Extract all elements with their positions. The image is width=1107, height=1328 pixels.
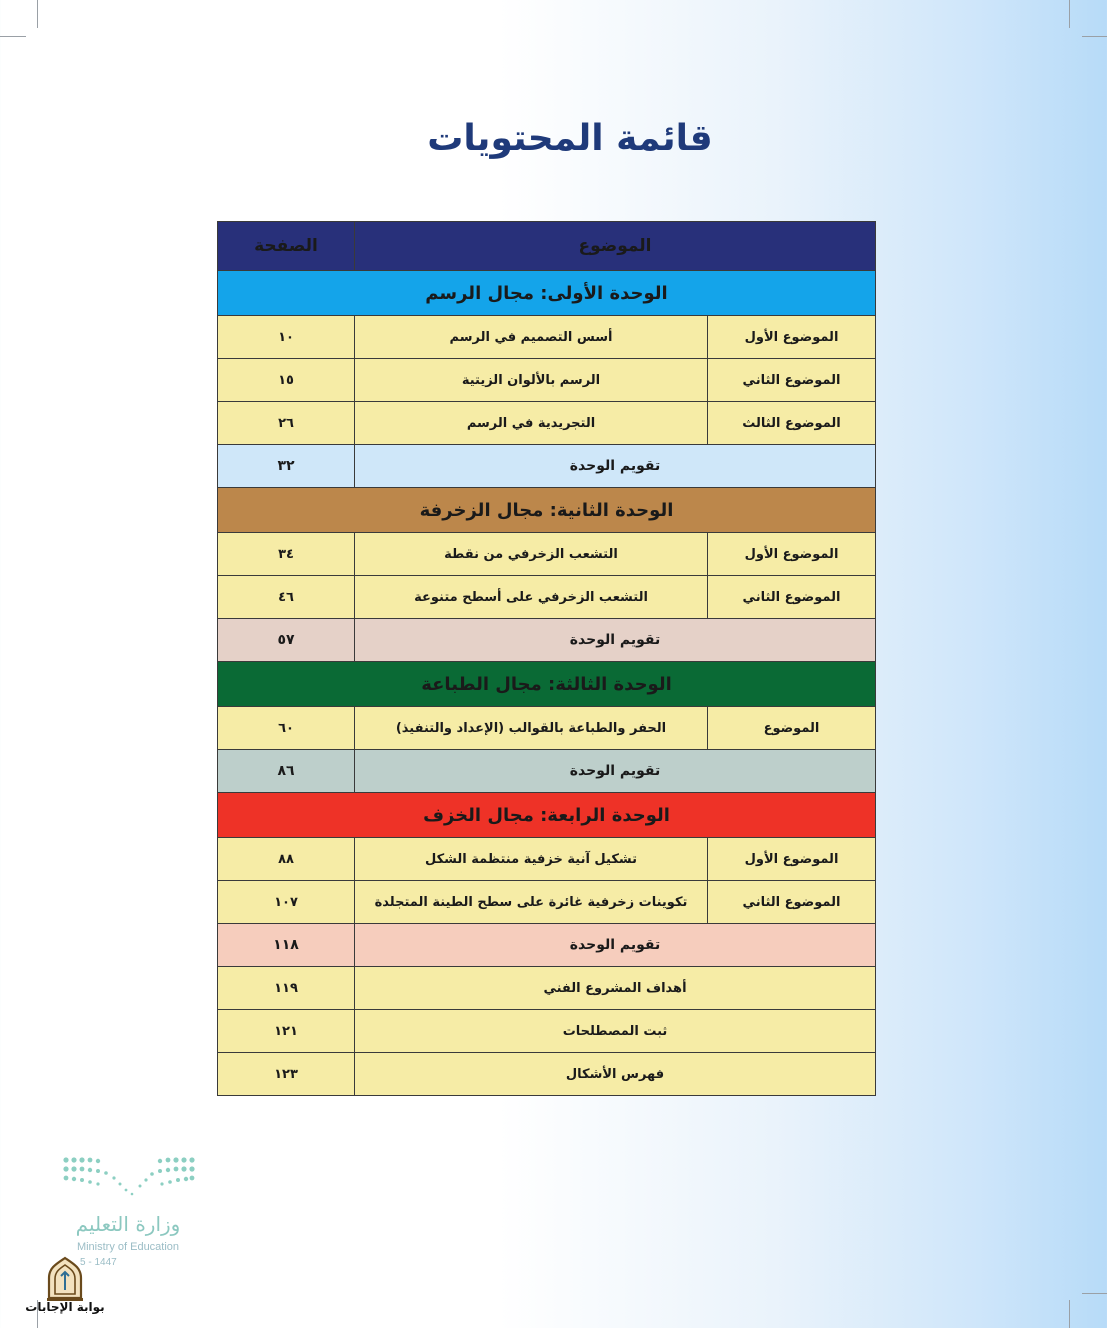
header-page: الصفحة xyxy=(218,222,355,271)
topic-title: تكوينات زخرفية غائرة على سطح الطينة المتجلدة xyxy=(355,881,708,924)
unit-title: الوحدة الأولى: مجال الرسم xyxy=(218,271,876,316)
page-number: ٥٧ xyxy=(218,619,355,662)
table-row xyxy=(218,316,876,359)
evaluation-row xyxy=(218,619,876,662)
table-row xyxy=(218,881,876,924)
unit-row xyxy=(218,662,876,707)
page-number: ١٠٧ xyxy=(218,881,355,924)
crop-mark xyxy=(1082,1293,1107,1294)
page-number: ٤٦ xyxy=(218,576,355,619)
unit-title: الوحدة الرابعة: مجال الخزف xyxy=(218,793,876,838)
evaluation-label: تقويم الوحدة xyxy=(355,619,876,662)
table-row xyxy=(218,838,876,881)
portal-name: بوابة الإجابات xyxy=(25,1300,105,1314)
topic-label: الموضوع الثاني xyxy=(708,881,876,924)
page-number: ١٠ xyxy=(218,316,355,359)
table-row xyxy=(218,576,876,619)
evaluation-row xyxy=(218,750,876,793)
topic-label: الموضوع الثاني xyxy=(708,359,876,402)
extra-label: ثبت المصطلحات xyxy=(355,1010,876,1053)
topic-label: الموضوع xyxy=(708,707,876,750)
unit-title: الوحدة الثانية: مجال الزخرفة xyxy=(218,488,876,533)
crop-mark xyxy=(37,0,38,28)
unit-row xyxy=(218,793,876,838)
topic-label: الموضوع الثاني xyxy=(708,576,876,619)
evaluation-row xyxy=(218,924,876,967)
ministry-name-ar: وزارة التعليم xyxy=(75,1212,181,1236)
unit-row xyxy=(218,488,876,533)
evaluation-label: تقويم الوحدة xyxy=(355,924,876,967)
page-number: ١٥ xyxy=(218,359,355,402)
crop-mark xyxy=(1069,1300,1070,1328)
table-row xyxy=(218,533,876,576)
extra-label: أهداف المشروع الفني xyxy=(355,967,876,1010)
topic-title: التجريدية في الرسم xyxy=(355,402,708,445)
page-number: ١١٨ xyxy=(218,924,355,967)
table-row xyxy=(218,1053,876,1096)
table-row xyxy=(218,402,876,445)
portal-logo-icon xyxy=(44,1256,86,1302)
extra-label: فهرس الأشكال xyxy=(355,1053,876,1096)
table-row xyxy=(218,967,876,1010)
table-row xyxy=(218,359,876,402)
unit-title: الوحدة الثالثة: مجال الطباعة xyxy=(218,662,876,707)
page-number: ٣٢ xyxy=(218,445,355,488)
topic-title: الحفر والطباعة بالقوالب (الإعداد والتنفيذ) xyxy=(355,707,708,750)
page-number: ٨٨ xyxy=(218,838,355,881)
unit-row xyxy=(218,271,876,316)
topic-label: الموضوع الثالث xyxy=(708,402,876,445)
evaluation-row xyxy=(218,445,876,488)
ministry-year: 5 - 1447 xyxy=(80,1257,117,1268)
crop-mark xyxy=(1082,36,1107,37)
evaluation-label: تقويم الوحدة xyxy=(355,445,876,488)
page-number: ٦٠ xyxy=(218,707,355,750)
page-number: ١٢٣ xyxy=(218,1053,355,1096)
page-number: ٢٦ xyxy=(218,402,355,445)
table-row xyxy=(218,707,876,750)
topic-label: الموضوع الأول xyxy=(708,316,876,359)
topic-title: التشعب الزخرفي على أسطح متنوعة xyxy=(355,576,708,619)
page-title: قائمة المحتويات xyxy=(427,118,713,159)
page-number: ١٢١ xyxy=(218,1010,355,1053)
crop-mark xyxy=(1069,0,1070,28)
topic-title: تشكيل آنية خزفية منتظمة الشكل xyxy=(355,838,708,881)
page-number: ١١٩ xyxy=(218,967,355,1010)
topic-label: الموضوع الأول xyxy=(708,533,876,576)
evaluation-label: تقويم الوحدة xyxy=(355,750,876,793)
page-number: ٨٦ xyxy=(218,750,355,793)
table-row xyxy=(218,1010,876,1053)
topic-title: التشعب الزخرفي من نقطة xyxy=(355,533,708,576)
topic-title: الرسم بالألوان الزيتية xyxy=(355,359,708,402)
header-topic: الموضوع xyxy=(355,222,876,271)
ministry-logo-icon xyxy=(60,1152,200,1200)
topic-title: أسس التصميم في الرسم xyxy=(355,316,708,359)
crop-mark xyxy=(0,36,26,37)
header-row xyxy=(218,222,876,271)
ministry-name-en: Ministry of Education xyxy=(76,1241,180,1253)
contents-table xyxy=(217,221,876,1096)
page-number: ٣٤ xyxy=(218,533,355,576)
topic-label: الموضوع الأول xyxy=(708,838,876,881)
